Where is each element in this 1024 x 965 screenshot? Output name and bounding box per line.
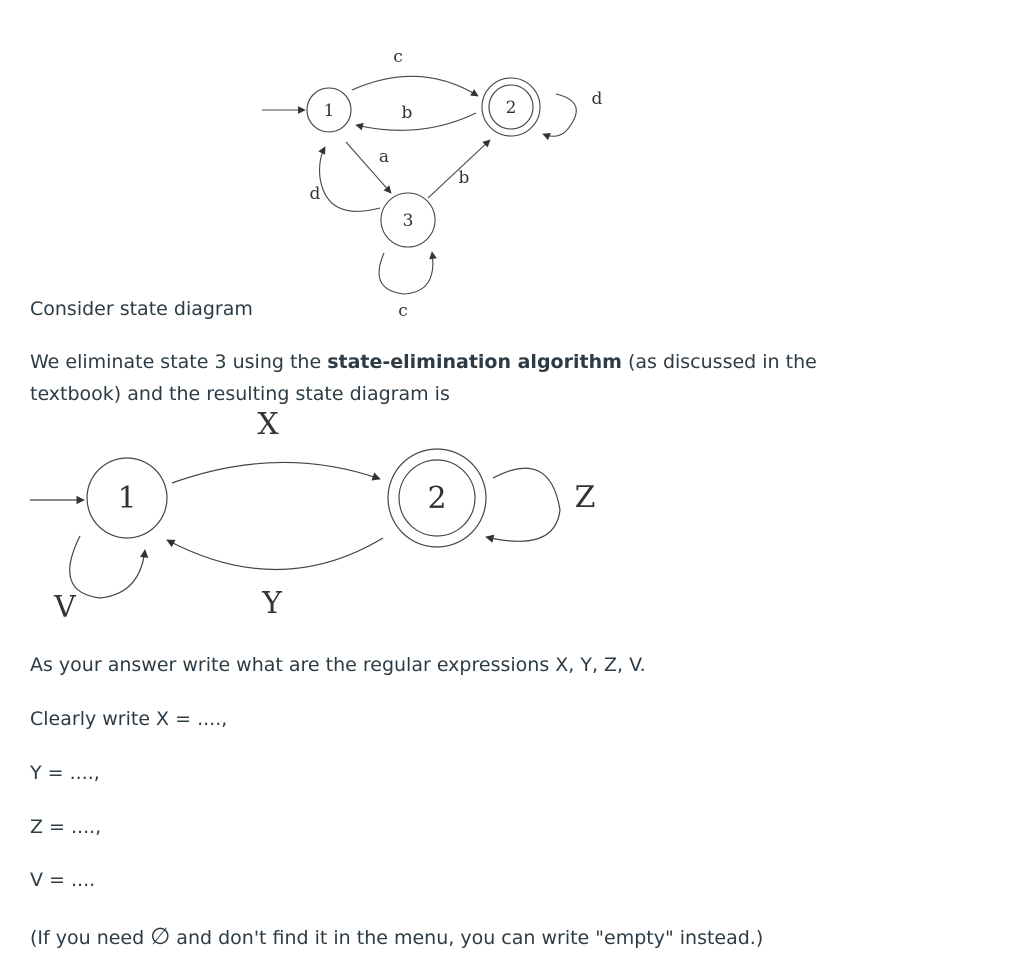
reduced-labels <box>53 407 595 625</box>
intro-text: Consider state diagram <box>30 298 253 320</box>
note-post: and don't find it in the menu, you can write "empty" instead.) <box>170 927 764 949</box>
elimination-pre: We eliminate state 3 using the <box>30 351 328 373</box>
edge-Z-loop <box>486 468 560 541</box>
edge-2-loop <box>543 94 576 136</box>
state-2-label: 2 <box>505 98 517 118</box>
edge-Y-label: Y <box>262 586 282 621</box>
y-line: Y = ...., <box>30 762 100 784</box>
edge-X-label: X <box>257 407 279 442</box>
note-pre: (If you need <box>30 927 151 949</box>
v-line: V = .... <box>30 869 96 891</box>
answer-prompt: As your answer write what are the regular expressions X, Y, Z, V. <box>30 654 646 676</box>
edge-3-loop-label: c <box>398 301 408 321</box>
state-1-label: 1 <box>323 101 335 121</box>
edge-2-to-1 <box>356 113 476 130</box>
reduced-state-1-label: 1 <box>117 481 137 516</box>
elimination-post: (as discussed in the textbook) and the resulting state diagram is <box>30 351 817 405</box>
original-labels <box>310 47 603 321</box>
edge-V-loop <box>70 536 145 598</box>
state-3-label: 3 <box>402 211 414 231</box>
z-line: Z = ...., <box>30 816 102 838</box>
edge-3-to-1-label: d <box>309 184 321 204</box>
empty-set-symbol: ∅ <box>150 924 171 950</box>
empty-note <box>30 921 763 954</box>
edge-3-to-1 <box>320 147 380 211</box>
algorithm-name: state-elimination algorithm <box>327 351 622 373</box>
edge-1-to-2 <box>352 76 478 96</box>
edge-2-to-1-label: b <box>401 103 413 123</box>
x-line: Clearly write X = ...., <box>30 708 228 730</box>
edge-X <box>172 462 380 483</box>
edge-1-to-2-label: c <box>393 47 403 67</box>
elimination-text <box>30 346 830 410</box>
edge-V-label: V <box>54 590 76 625</box>
edge-Z-label: Z <box>574 480 596 515</box>
reduced-state-2-label: 2 <box>427 481 447 516</box>
edge-3-loop <box>379 252 433 294</box>
edge-Y <box>167 538 383 570</box>
edge-3-to-2-label: b <box>458 168 470 188</box>
edge-2-loop-label: d <box>591 89 603 109</box>
reduced-diagram <box>30 449 560 598</box>
edge-1-to-3-label: a <box>378 147 390 167</box>
